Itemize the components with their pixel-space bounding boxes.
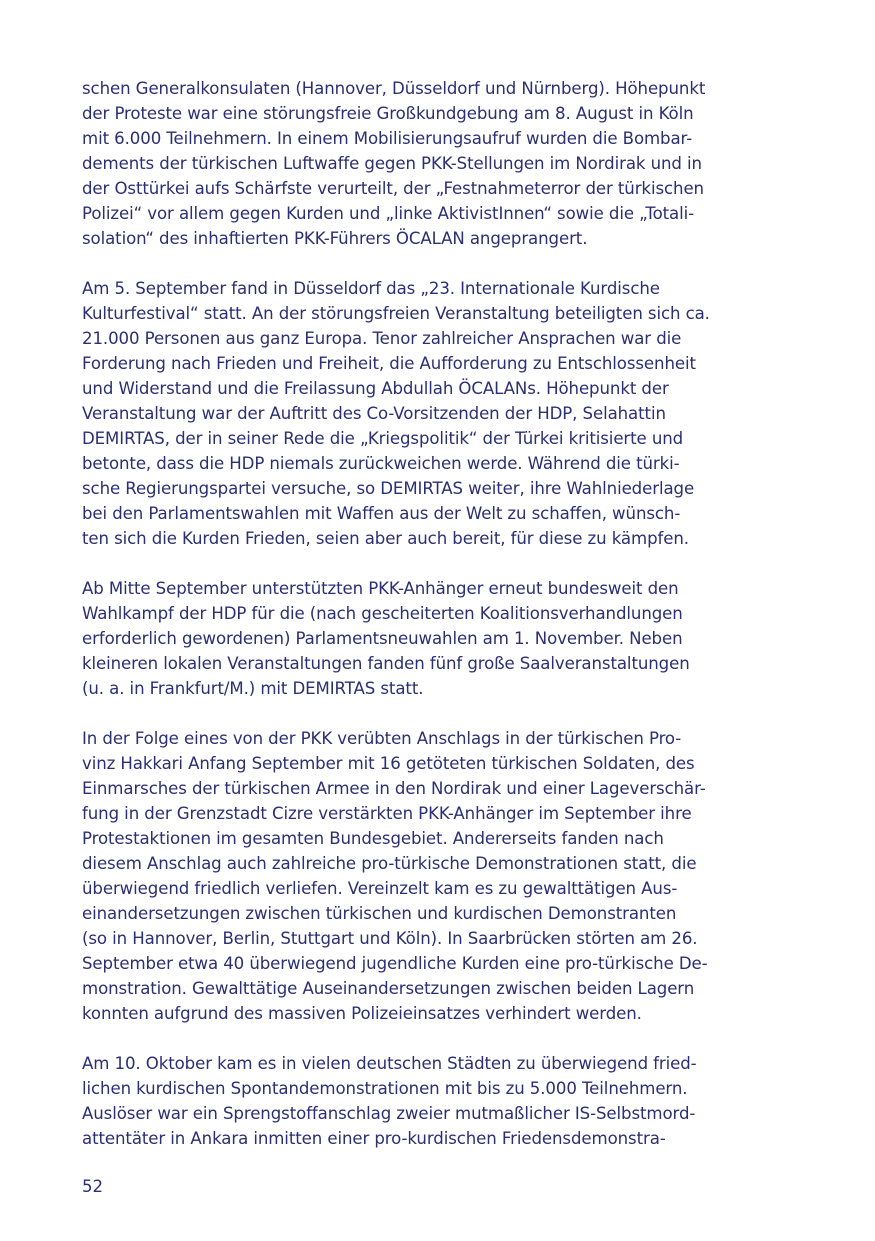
- text-line: ten sich die Kurden Frieden, seien aber auch bereit, für diese zu kämpfen.: [82, 529, 689, 548]
- text-line: und Widerstand und die Freilassung Abdullah ÖCALANs. Höhepunkt der: [82, 379, 669, 398]
- text-line: bei den Parlamentswahlen mit Waffen aus der Welt zu schaffen, wünsch-: [82, 504, 681, 523]
- text-line: Auslöser war ein Sprengstoffanschlag zweier mutmaßlicher IS-Selbstmord-: [82, 1104, 696, 1123]
- text-line: Polizei“ vor allem gegen Kurden und „linke AktivistInnen“ sowie die „Totali-: [82, 204, 695, 223]
- text-line: betonte, dass die HDP niemals zurückweichen werde. Während die türki-: [82, 454, 680, 473]
- paragraph-4: [82, 726, 794, 1026]
- paragraph-5: [82, 1051, 794, 1151]
- text-line: Am 5. September fand in Düsseldorf das „23. Internationale Kurdische: [82, 279, 660, 298]
- text-line: diesem Anschlag auch zahlreiche pro-türkische Demonstrationen statt, die: [82, 854, 697, 873]
- text-line: Veranstaltung war der Auftritt des Co-Vorsitzenden der HDP, Selahattin: [82, 404, 666, 423]
- text-line: Kulturfestival“ statt. An der störungsfreien Veranstaltung beteiligten sich ca.: [82, 304, 710, 323]
- text-line: konnten aufgrund des massiven Polizeieinsatzes verhindert werden.: [82, 1004, 642, 1023]
- text-line: Forderung nach Frieden und Freiheit, die Aufforderung zu Entschlossenheit: [82, 354, 696, 373]
- text-line: solation“ des inhaftierten PKK-Führers ÖCALAN angeprangert.: [82, 229, 588, 248]
- text-line: (u. a. in Frankfurt/M.) mit DEMIRTAS statt.: [82, 679, 424, 698]
- text-line: einandersetzungen zwischen türkischen und kurdischen Demonstranten: [82, 904, 677, 923]
- page-number: 52: [82, 1177, 104, 1196]
- text-line: überwiegend friedlich verliefen. Vereinzelt kam es zu gewalttätigen Aus-: [82, 879, 678, 898]
- text-line: Ab Mitte September unterstützten PKK-Anhänger erneut bundesweit den: [82, 579, 679, 598]
- text-line: In der Folge eines von der PKK verübten Anschlags in der türkischen Pro-: [82, 729, 682, 748]
- text-line: 21.000 Personen aus ganz Europa. Tenor zahlreicher Ansprachen war die: [82, 329, 682, 348]
- text-line: DEMIRTAS, der in seiner Rede die „Kriegspolitik“ der Türkei kritisierte und: [82, 429, 684, 448]
- text-line: September etwa 40 überwiegend jugendliche Kurden eine pro-türkische De-: [82, 954, 708, 973]
- text-line: attentäter in Ankara inmitten einer pro-kurdischen Friedensdemonstra-: [82, 1129, 666, 1148]
- paragraph-1: [82, 76, 794, 251]
- text-line: dements der türkischen Luftwaffe gegen PKK-Stellungen im Nordirak und in: [82, 154, 702, 173]
- text-line: monstration. Gewalttätige Auseinandersetzungen zwischen beiden Lagern: [82, 979, 695, 998]
- text-line: mit 6.000 Teilnehmern. In einem Mobilisierungsaufruf wurden die Bombar-: [82, 129, 693, 148]
- paragraph-3: [82, 576, 794, 701]
- text-line: Am 10. Oktober kam es in vielen deutschen Städten zu überwiegend fried-: [82, 1054, 697, 1073]
- text-line: fung in der Grenzstadt Cizre verstärkten PKK-Anhänger im September ihre: [82, 804, 692, 823]
- text-line: Einmarsches der türkischen Armee in den Nordirak und einer Lageverschär-: [82, 779, 706, 798]
- text-line: kleineren lokalen Veranstaltungen fanden fünf große Saalveranstaltungen: [82, 654, 690, 673]
- text-line: (so in Hannover, Berlin, Stuttgart und Köln). In Saarbrücken störten am 26.: [82, 929, 698, 948]
- text-line: sche Regierungspartei versuche, so DEMIRTAS weiter, ihre Wahlniederlage: [82, 479, 695, 498]
- text-line: schen Generalkonsulaten (Hannover, Düsseldorf und Nürnberg). Höhepunkt: [82, 79, 706, 98]
- text-line: der Osttürkei aufs Schärfste verurteilt, der „Festnahmeterror der türkischen: [82, 179, 704, 198]
- text-line: lichen kurdischen Spontandemonstrationen mit bis zu 5.000 Teilnehmern.: [82, 1079, 688, 1098]
- text-line: Wahlkampf der HDP für die (nach gescheiterten Koalitionsverhandlungen: [82, 604, 683, 623]
- text-line: Protestaktionen im gesamten Bundesgebiet. Andererseits fanden nach: [82, 829, 664, 848]
- paragraph-2: [82, 276, 794, 551]
- document-body: [82, 76, 794, 1176]
- text-line: der Proteste war eine störungsfreie Großkundgebung am 8. August in Köln: [82, 104, 694, 123]
- text-line: vinz Hakkari Anfang September mit 16 getöteten türkischen Soldaten, des: [82, 754, 695, 773]
- text-line: erforderlich gewordenen) Parlamentsneuwahlen am 1. November. Neben: [82, 629, 683, 648]
